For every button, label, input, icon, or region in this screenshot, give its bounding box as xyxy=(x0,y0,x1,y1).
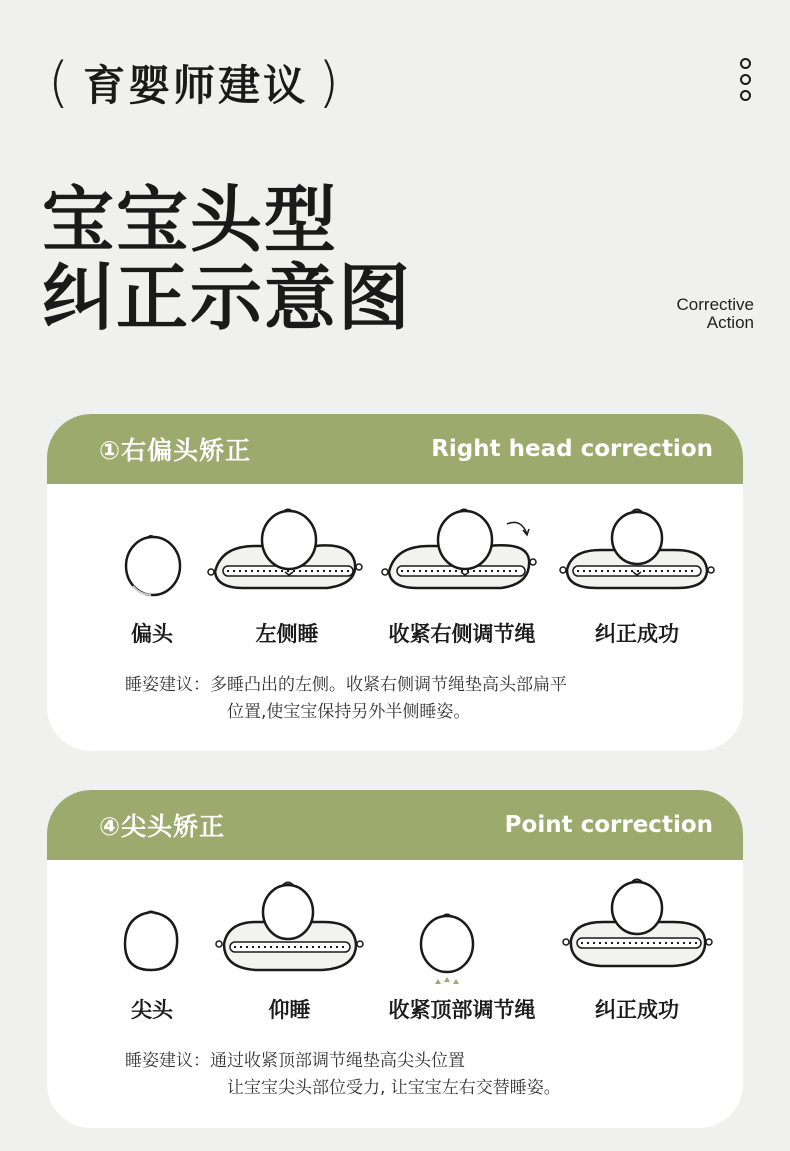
step-4 xyxy=(557,484,717,664)
step-label: 收紧顶部调节绳 xyxy=(388,998,536,1022)
steps-row xyxy=(47,860,743,1040)
dot xyxy=(740,74,751,85)
head-tighten-top-icon xyxy=(377,860,547,990)
pillow-corrected-icon xyxy=(557,484,717,614)
section-title: ④尖头矫正 xyxy=(99,812,226,841)
steps-row xyxy=(47,484,743,664)
pillow-tighten-right-icon xyxy=(377,484,547,614)
advisor-tag xyxy=(48,52,339,114)
tag-text: 育婴师建议 xyxy=(83,61,309,110)
step-label: 收紧右侧调节绳 xyxy=(388,622,536,646)
step-label: 仰睡 xyxy=(268,998,311,1022)
step-1 xyxy=(97,484,207,664)
step-label: 偏头 xyxy=(131,622,173,646)
advice-line1: 多睡凸出的左侧。收紧右侧调节绳垫高头部扁平 xyxy=(210,675,567,695)
subtitle-en-line1: Corrective xyxy=(676,295,754,314)
more-options-icon[interactable] xyxy=(736,58,754,101)
section-card-right-head xyxy=(47,414,743,751)
step-1 xyxy=(97,860,207,1040)
advice-line1: 通过收紧顶部调节绳垫高尖头位置 xyxy=(210,1051,465,1071)
step-label: 纠正成功 xyxy=(595,622,679,646)
dot xyxy=(740,90,751,101)
pillow-corrected-icon xyxy=(557,860,717,990)
tag-close-bracket: ) xyxy=(318,51,340,114)
tilted-head-icon xyxy=(97,484,207,614)
step-label: 左侧睡 xyxy=(255,622,319,646)
step-2 xyxy=(207,484,367,664)
subtitle-en xyxy=(677,296,754,332)
page-title-line1: 宝宝头型 xyxy=(42,178,339,262)
advice-line2: 位置,使宝宝保持另外半侧睡姿。 xyxy=(227,702,471,722)
advice-label: 睡姿建议： xyxy=(125,1051,210,1071)
step-label: 尖头 xyxy=(131,998,173,1022)
step-2 xyxy=(212,860,367,1040)
sleep-advice xyxy=(47,1040,743,1102)
page-title-line2: 纠正示意图 xyxy=(42,256,413,340)
section-title-en: Right head correction xyxy=(431,436,713,462)
step-4 xyxy=(557,860,717,1040)
step-3 xyxy=(377,484,547,664)
pillow-side-sleep-icon xyxy=(207,484,367,614)
advice-line2: 让宝宝尖头部位受力, 让宝宝左右交替睡姿。 xyxy=(227,1078,561,1098)
step-label: 纠正成功 xyxy=(595,998,679,1022)
section-card-point-head xyxy=(47,790,743,1128)
section-header xyxy=(47,414,743,484)
pillow-back-sleep-icon xyxy=(212,860,367,990)
pointed-head-icon xyxy=(97,860,207,990)
section-title: ①右偏头矫正 xyxy=(99,436,252,465)
dot xyxy=(740,58,751,69)
step-3 xyxy=(377,860,547,1040)
tag-open-bracket: ( xyxy=(48,51,70,114)
section-title-en: Point correction xyxy=(504,812,713,838)
sleep-advice xyxy=(47,664,743,726)
section-header xyxy=(47,790,743,860)
subtitle-en-line2: Action xyxy=(706,313,754,332)
advice-label: 睡姿建议： xyxy=(125,675,210,695)
